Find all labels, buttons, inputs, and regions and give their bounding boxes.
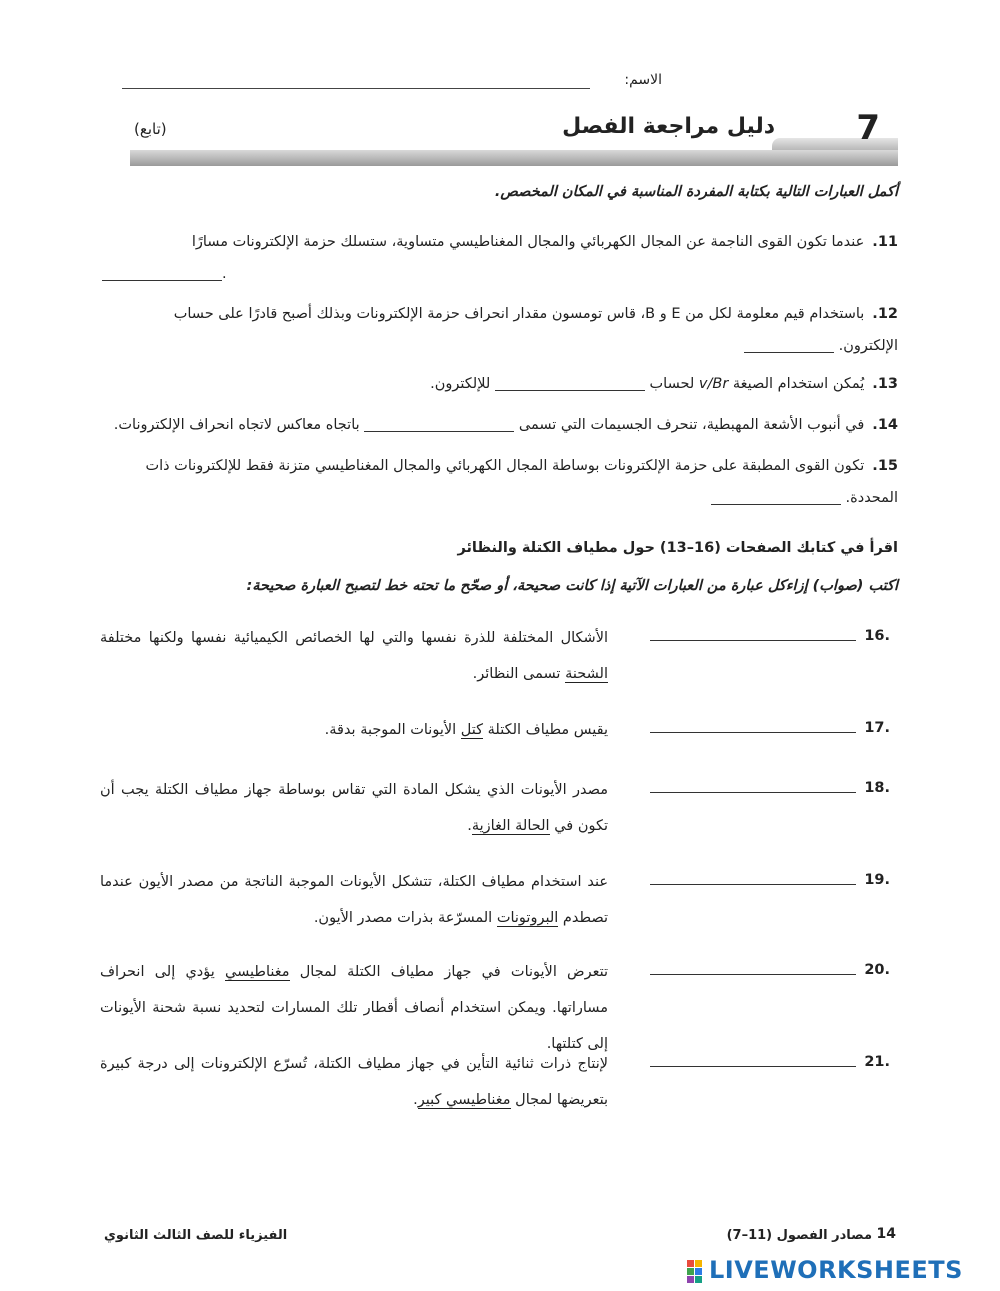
chapter-title: دليل مراجعة الفصل (562, 114, 775, 139)
footer-page-number: 14 (876, 1226, 896, 1242)
footer-subject: الفيزياء للصف الثالث الثانوي (104, 1228, 288, 1243)
question-number: 15. (872, 458, 898, 474)
liveworksheets-logo (687, 1256, 992, 1286)
statement-text: الأشكال المختلفة للذرة نفسها والتي لها الخصائص الكيميائية نفسها ولكنها مختلفة (100, 630, 608, 646)
answer-blank[interactable] (495, 378, 645, 391)
tf-statement-18 (100, 772, 608, 844)
answer-line[interactable] (650, 732, 856, 733)
header-band (130, 150, 898, 166)
answer-line[interactable] (650, 1066, 856, 1067)
underlined-term: مغناطيسي كبير (417, 1092, 511, 1108)
tf-number: 18. (864, 780, 890, 796)
statement-text: يؤدي إلى انحراف مساراتها. ويمكن استخدام أنصاف أقطار تلك المسارات لتحديد نسبة شحنة الأيونات إلى كتلتها. (100, 964, 608, 1052)
statement-text: تسمى النظائر. (472, 666, 561, 682)
answer-line[interactable] (650, 884, 856, 885)
tf-number: 19. (864, 872, 890, 888)
answer-line[interactable] (650, 974, 856, 975)
answer-blank[interactable] (364, 419, 514, 432)
question-text: يُمكن استخدام الصيغة (732, 376, 865, 392)
tf-number: 17. (864, 720, 890, 736)
question-12 (102, 298, 898, 362)
question-text-end: المحددة. (845, 490, 898, 506)
question-text: لحساب (649, 376, 695, 392)
continued-label: (تابع) (134, 120, 167, 138)
section2-instruction: اكتب (صواب) إزاءكل عبارة من العبارات الآتية إذا كانت صحيحة، أو صحّح ما تحته خط لتصبح العبارة صحيحة: (246, 578, 898, 594)
statement-text: المسرّعة بذرات مصدر الأيون. (313, 910, 493, 926)
question-14 (114, 409, 898, 441)
underlined-term: كتل (460, 722, 484, 738)
underlined-term: الشحنة (565, 666, 608, 682)
underlined-term: البروتونات (496, 910, 559, 926)
question-15 (102, 450, 898, 514)
answer-line[interactable] (650, 792, 856, 793)
formula: v/Br (698, 376, 729, 392)
name-line[interactable] (122, 88, 590, 89)
underlined-term: الحالة الغازية (471, 818, 550, 834)
tf-statement-21 (100, 1046, 608, 1118)
statement-text: يقيس مطياف الكتلة (487, 722, 608, 738)
statement-text: لإنتاج ذرات ثنائية التأين في جهاز مطياف الكتلة، تُسرّع الإلكترونات إلى درجة كبيرة بتعريضها لمجال (100, 1056, 608, 1108)
question-text: تكون القوى المطبقة على حزمة الإلكترونات بوساطة المجال الكهربائي والمجال المغناطيسي متزنة فقط للإلكترونات ذات (145, 458, 865, 474)
tf-statement-17 (100, 712, 608, 748)
question-text: باتجاه معاكس لاتجاه انحراف الإلكترونات. (113, 417, 360, 433)
statement-text: الأيونات الموجبة بدقة. (324, 722, 457, 738)
question-text: باستخدام قيم معلومة لكل من E و B، قاس تومسون مقدار انحراف حزمة الإلكترونات وبذلك أصبح قادرًا على حساب (173, 306, 865, 322)
tf-statement-19 (100, 864, 608, 936)
tf-number: 21. (864, 1054, 890, 1070)
question-text-end: الإلكترون. (838, 338, 898, 354)
tf-number: 16. (864, 628, 890, 644)
statement-text: عند استخدام مطياف الكتلة، تتشكل الأيونات الموجبة الناتجة من مصدر الأيون عندما تصطدم (100, 874, 608, 926)
chapter-number: 7 (856, 108, 880, 148)
underlined-term: مغناطيسي (225, 964, 290, 980)
tf-number: 20. (864, 962, 890, 978)
answer-blank[interactable] (711, 492, 841, 505)
statement-text: . (413, 1092, 418, 1108)
question-13 (430, 368, 898, 400)
answer-blank[interactable] (102, 268, 222, 281)
question-text-end: . (222, 266, 227, 282)
question-text: عندما تكون القوى الناجمة عن المجال الكهربائي والمجال المغناطيسي متساوية، ستسلك حزمة الإلكترونات مسارًا (191, 234, 865, 250)
statement-text: مصدر الأيونات الذي يشكل المادة التي تقاس بوساطة جهاز مطياف الكتلة يجب أن تكون في (100, 782, 608, 834)
answer-blank[interactable] (744, 340, 834, 353)
question-11 (102, 226, 898, 290)
section2-heading: اقرأ في كتابك الصفحات (16–13) حول مطياف الكتلة والنظائر (457, 540, 898, 556)
question-number: 12. (872, 306, 898, 322)
statement-text: تتعرض الأيونات في جهاز مطياف الكتلة لمجال (299, 964, 608, 980)
question-text: للإلكترون. (430, 376, 491, 392)
question-number: 13. (872, 376, 898, 392)
name-label: الاسم: (624, 72, 662, 88)
section1-instruction: أكمل العبارات التالية بكتابة المفردة المناسبة في المكان المخصص. (494, 184, 898, 200)
logo-text: LIVEWORKSHEETS (709, 1256, 963, 1284)
tf-statement-16 (100, 620, 608, 692)
question-text: في أنبوب الأشعة المهبطية، تنحرف الجسيمات التي تسمى (518, 417, 865, 433)
question-number: 14. (872, 417, 898, 433)
question-number: 11. (872, 234, 898, 250)
answer-line[interactable] (650, 640, 856, 641)
statement-text: . (467, 818, 472, 834)
footer-source: مصادر الفصول (11–7) (726, 1228, 872, 1243)
